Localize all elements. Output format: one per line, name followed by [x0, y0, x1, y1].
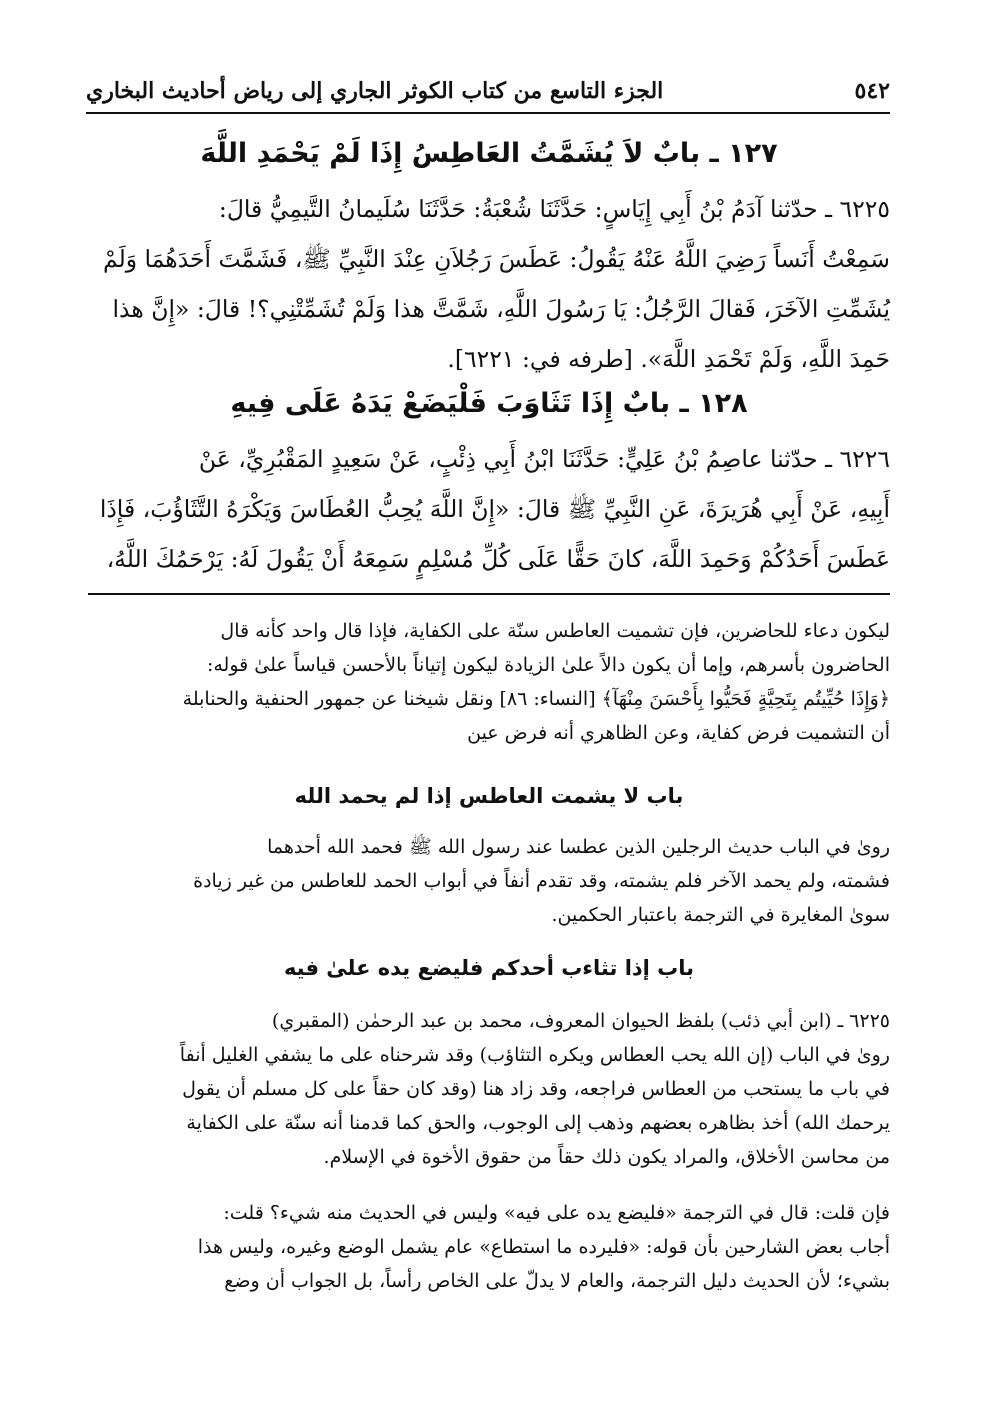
hadith-6226	[88, 434, 890, 584]
hadith-line: عَطَسَ أَحَدُكُمْ وَحَمِدَ اللَّهَ، كانَ حَقًّا عَلَى كُلِّ مُسْلِمٍ سَمِعَهُ أَنْ يَقُولَ لَهُ: يَرْحَمُكَ اللَّهُ،	[106, 545, 890, 573]
commentary-section-3	[88, 1196, 890, 1298]
commentary-intro	[88, 614, 890, 750]
commentary-line: في باب ما يستحب من العطاس فراجعه، وقد زاد هنا (وقد كان حقاً على كل مسلم أن يقول	[182, 1078, 890, 1100]
commentary-section-2	[88, 1004, 890, 1174]
page-number: ٥٤٢	[854, 78, 890, 104]
footnote-divider	[88, 593, 890, 595]
hadith-line: حَمِدَ اللَّهِ، وَلَمْ تَحْمَدِ اللَّهَ». [طرفه في: ٦٢٢١].	[447, 345, 890, 373]
hadith-line: أَبِيهِ، عَنْ أَبِي هُرَيرَةَ، عَنِ النَّبِيِّ ﷺ قالَ: «إِنَّ اللَّهَ يُحِبُّ العُطَاسَ وَيَكْرَهُ التَّثَاؤُبَ، فَإِذَا	[99, 495, 890, 523]
commentary-line: ٦٢٢٥ ـ (ابن أبي ذئب) بلفظ الحيوان المعروف، محمد بن عبد الرحمٰن (المقبري)	[271, 1010, 890, 1032]
hadith-line: ٦٢٢٥ ـ حدّثنا آدَمُ بْنُ أَبِي إِيَاسٍ: حَدَّثَنَا شُعْبَةُ: حَدَّثَنَا سُلَيمانُ التَّيمِيُّ قالَ:	[218, 195, 890, 223]
commentary-line: يرحمك الله) أخذ بظاهره بعضهم وذهب إلى الوجوب، والحق كما قدمنا أنه سنّة على الكفاية	[186, 1112, 890, 1134]
chapter-128-title: ١٢٨ ـ بابٌ إِذَا تَثَاوَبَ فَلْيَضَعْ يَدَهُ عَلَى فِيهِ	[230, 388, 748, 419]
book-title: الجزء التاسع من كتاب الكوثر الجاري إلى رياض أحاديث البخاري	[86, 78, 664, 104]
hadith-line: ٦٢٢٦ ـ حدّثنا عاصِمُ بْنُ عَلِيٍّ: حَدَّثَنَا ابْنُ أَبِي ذِئْبٍ، عَنْ سَعِيدٍ المَقْبُرِيِّ، عَنْ	[198, 445, 890, 473]
commentary-line: روىٰ في الباب (إن الله يحب العطاس ويكره التثاؤب) وقد شرحناه على ما يشفي الغليل أنفاً	[179, 1044, 890, 1066]
commentary-line: أن التشميت فرض كفاية، وعن الظاهري أنه فرض عين	[467, 722, 890, 744]
chapter-127-title: ١٢٧ ـ بابٌ لاَ يُشَمَّتُ العَاطِسُ إِذَا لَمْ يَحْمَدِ اللَّهَ	[200, 138, 778, 169]
commentary-section-1	[88, 830, 890, 932]
commentary-line: فإن قلت: قال في الترجمة «فليضع يده على فيه» وليس في الحديث منه شيء؟ قلت:	[223, 1202, 890, 1224]
commentary-line: من محاسن الأخلاق، والمراد يكون ذلك حقاً من حقوق الأخوة في الإسلام.	[323, 1146, 890, 1168]
commentary-line: الحاضرون بأسرهم، وإما أن يكون دالاً علىٰ الزيادة ليكون إتياناً بالأحسن قياساً علىٰ قوله:	[206, 654, 890, 676]
commentary-line: روىٰ في الباب حديث الرجلين الذين عطسا عند رسول الله ﷺ فحمد الله أحدهما	[267, 836, 890, 858]
commentary-line: بشيء؛ لأن الحديث دليل الترجمة، والعام لا يدلّ على الخاص رأساً، بل الجواب أن وضع	[224, 1270, 890, 1292]
hadith-line: يُشَمِّتِ الآخَرَ، فَقالَ الرَّجُلُ: يَا رَسُولَ اللَّهِ، شَمَّتَّ هذا وَلَمْ تُشَمِّتْنِي؟! قالَ: «إِنَّ هذا	[112, 295, 890, 323]
running-header	[86, 72, 890, 114]
commentary-line: ليكون دعاء للحاضرين، فإن تشميت العاطس سنّة على الكفاية، فإذا قال واحد كأنه قال	[220, 620, 890, 642]
section-heading-sneeze: باب لا يشمت العاطس إذا لم يحمد الله	[294, 784, 684, 808]
commentary-line: ﴿وَإِذَا حُيِّيتُم بِتَحِيَّةٍ فَحَيُّوا بِأَحْسَنَ مِنْهَآ﴾ [النساء: ٨٦] ونقل شيخنا عن جمهور الحنفية والحنابلة	[182, 688, 890, 710]
hadith-6225	[88, 184, 890, 384]
section-heading-yawn: باب إذا تثاءب أحدكم فليضع يده علىٰ فيه	[283, 956, 695, 980]
commentary-line: سوىٰ المغايرة في الترجمة باعتبار الحكمين.	[551, 904, 890, 926]
commentary-line: أجاب بعض الشارحين بأن قوله: «فليرده ما استطاع» عام يشمل الوضع وغيره، وليس هذا	[197, 1236, 890, 1258]
hadith-line: سَمِعْتُ أَنَساً رَضِيَ اللَّهُ عَنْهُ يَقُولُ: عَطَسَ رَجُلاَنِ عِنْدَ النَّبِيِّ ﷺ، فَشَمَّتَ أَحَدَهُمَا وَلَمْ	[102, 245, 890, 273]
commentary-line: فشمته، ولم يحمد الآخر فلم يشمته، وقد تقدم أنفاً في أبواب الحمد للعاطس من غير زيادة	[193, 870, 890, 892]
